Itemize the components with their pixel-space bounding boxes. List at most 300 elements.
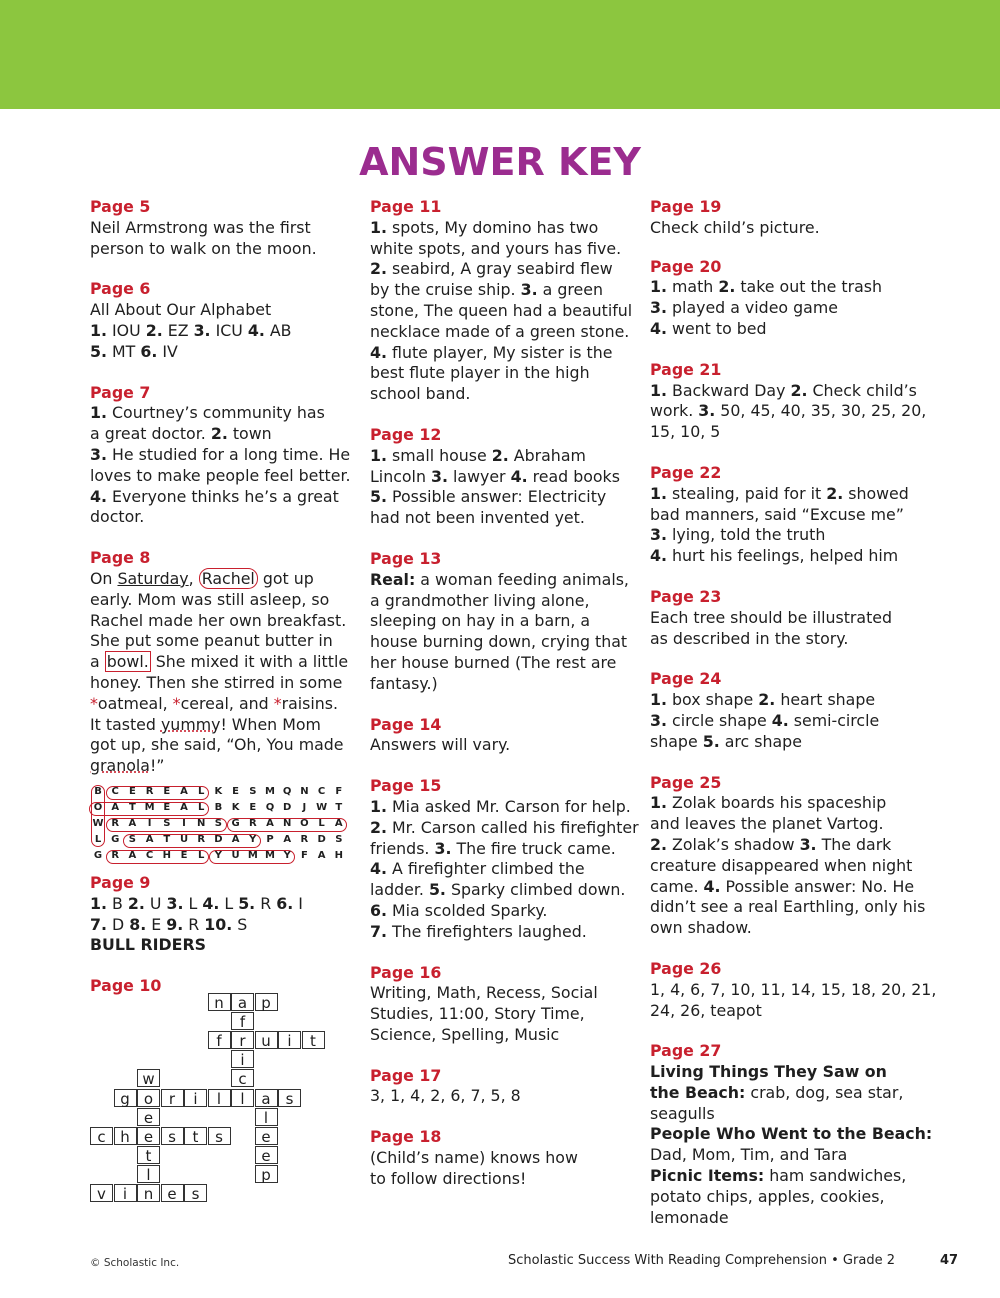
crossword-cell: t <box>137 1146 160 1164</box>
answer-text: B <box>107 893 128 913</box>
answer-text: Sparky climbed down. <box>445 880 626 900</box>
answer-line: to follow directions! <box>370 1168 527 1188</box>
answer-text: lawyer <box>447 466 511 486</box>
word-search-letter: B <box>94 786 102 797</box>
item-number: 4. <box>202 893 220 913</box>
answer-line: Check child’s picture. <box>650 217 820 237</box>
word-search-letter: A <box>283 834 292 845</box>
answer-page-9 <box>90 873 365 956</box>
word-search-letter: I <box>147 818 152 829</box>
story-text: On <box>90 568 118 588</box>
answer-line <box>90 403 365 424</box>
item-number: 6. <box>276 893 294 913</box>
page-heading: Page 27 <box>650 1041 722 1061</box>
crossword-cell: s <box>278 1089 301 1107</box>
page-heading: Page 17 <box>370 1065 442 1085</box>
word-search-letter: E <box>180 850 188 861</box>
answer-line: Writing, Math, Recess, Social <box>370 983 598 1003</box>
crossword-cell: i <box>114 1184 137 1202</box>
answer-line <box>90 424 365 445</box>
word-search-letter: I <box>182 818 186 829</box>
answer-text: a woman feeding animals, <box>415 569 629 589</box>
word-search-letter: G <box>111 834 120 845</box>
crossword-cell: c <box>231 1069 254 1087</box>
word-search-letter: T <box>128 802 136 813</box>
page-heading: Page 9 <box>90 873 151 892</box>
answer-text: crab, dog, sea star, <box>745 1082 904 1102</box>
story-text: a <box>90 652 105 672</box>
answer-line: white spots, and yours has five. <box>370 238 622 258</box>
crossword-cell: s <box>208 1127 231 1145</box>
item-number: 1. <box>650 380 667 400</box>
answer-page-27 <box>650 1041 933 1228</box>
answer-page-24 <box>650 669 930 752</box>
story-text: ! When Mom <box>220 714 321 734</box>
answer-line <box>370 343 640 364</box>
answer-line: had not been invented yet. <box>370 508 585 528</box>
word-search-letter: S <box>249 786 257 797</box>
crossword-cell: r <box>231 1031 254 1049</box>
page-heading: Page 21 <box>650 359 722 379</box>
word-search-letter: A <box>111 802 120 813</box>
word-search-letter: L <box>318 818 325 829</box>
answer-line: stone, The queen had a beautiful <box>370 300 633 320</box>
page-heading: Page 7 <box>90 382 151 402</box>
answer-line <box>650 711 930 732</box>
page-heading: Page 5 <box>90 197 151 216</box>
page-heading: Page 10 <box>90 976 162 996</box>
answer-page-8 <box>90 548 365 777</box>
word-search-letter: W <box>92 818 104 829</box>
answer-line: didn’t see a real Earthling, only his <box>650 897 926 917</box>
underlined-word: granola <box>90 756 150 776</box>
answer-line <box>370 839 640 860</box>
item-number: 2. <box>758 690 776 710</box>
answer-page-12 <box>370 425 640 529</box>
answer-line <box>370 570 640 591</box>
answer-page-7 <box>90 383 365 529</box>
page-title: ANSWER KEY <box>359 140 641 184</box>
answer-line <box>90 445 365 466</box>
item-number: 3. <box>193 320 211 340</box>
word-search-letter: T <box>335 802 343 813</box>
word-search-letter: A <box>180 802 188 813</box>
page-heading: Page 11 <box>370 197 442 216</box>
answer-text: arc shape <box>719 731 802 751</box>
bold-label: People Who Went to the Beach: <box>650 1124 933 1144</box>
item-number: 1. <box>90 403 107 423</box>
answer-text: lying, told the truth <box>667 525 826 545</box>
word-search-letter: E <box>128 786 136 797</box>
item-number: 5. <box>238 893 256 913</box>
word-highlight-oval <box>91 785 105 847</box>
answer-page-25 <box>650 773 930 939</box>
item-number: 1. <box>650 690 667 710</box>
answer-line <box>650 546 930 567</box>
word-search-letter: F <box>335 786 343 797</box>
crossword-cell: n <box>208 993 231 1011</box>
answer-page-16 <box>370 963 640 1046</box>
answer-text: showed <box>843 483 909 503</box>
story-text: It tasted <box>90 714 161 734</box>
answer-line: person to walk on the moon. <box>90 238 317 258</box>
answer-text: Check child’s <box>807 380 917 400</box>
answer-line: Studies, 11:00, Story Time, <box>370 1004 585 1024</box>
answer-text: a great doctor. <box>90 424 211 444</box>
item-number: 2. <box>145 320 163 340</box>
column-1 <box>90 197 365 797</box>
story-line: early. Mom was still asleep, so <box>90 589 330 609</box>
crossword-cell: o <box>137 1089 160 1107</box>
word-search-letter: A <box>334 818 343 829</box>
page-number: 47 <box>940 1253 959 1268</box>
word-search-letter: S <box>128 834 136 845</box>
top-color-band <box>0 0 1000 109</box>
crossword-cell: e <box>137 1108 160 1126</box>
answer-text: A firefighter climbed the <box>387 859 585 879</box>
answer-line <box>370 901 640 922</box>
story-line <box>90 569 365 590</box>
star-mark: * <box>273 693 282 713</box>
answer-text: ladder. <box>370 880 429 900</box>
underlined-word: yummy <box>160 714 221 734</box>
item-number: 2. <box>718 277 736 297</box>
word-search-letter: L <box>198 786 205 797</box>
answer-page-6 <box>90 279 365 362</box>
word-search-letter: M <box>247 850 258 861</box>
answer-text: R <box>183 914 205 934</box>
answer-text: came. <box>650 876 704 896</box>
answer-text: The dark <box>816 834 892 854</box>
bold-label: Real: <box>370 569 416 589</box>
answer-line <box>370 922 640 943</box>
word-search-letter: E <box>163 802 171 813</box>
answer-line: Neil Armstrong was the first <box>90 217 311 237</box>
word-search-letter: P <box>266 834 274 845</box>
story-text: !” <box>149 756 165 776</box>
page-heading: Page 18 <box>370 1127 442 1147</box>
story-line: Rachel made her own breakfast. <box>90 610 347 630</box>
item-number: 4. <box>650 546 667 566</box>
word-search-letter: A <box>317 850 326 861</box>
word-search-letter: L <box>198 850 205 861</box>
answer-line <box>650 1166 930 1187</box>
word-search-letter: L <box>198 802 205 813</box>
answer-text: spots, My domino has two <box>387 217 599 237</box>
word-search-letter: A <box>145 834 154 845</box>
answer-text: went to bed <box>667 318 767 338</box>
crossword-cell: a <box>231 993 254 1011</box>
crossword-cell: l <box>255 1108 278 1126</box>
word-search-letter: G <box>93 850 103 861</box>
page-heading: Page 22 <box>650 462 722 482</box>
column-2 <box>370 197 640 1210</box>
item-number: 7. <box>370 921 387 941</box>
item-number: 1. <box>370 445 387 465</box>
answer-text: Zolak boards his spaceship <box>667 793 887 813</box>
page-heading: Page 16 <box>370 962 442 982</box>
page-heading: Page 26 <box>650 958 722 978</box>
word-search-grid <box>90 785 350 865</box>
page-heading: Page 12 <box>370 424 442 444</box>
word-search-letter: D <box>283 802 292 813</box>
answer-line: best flute player in the high <box>370 363 590 383</box>
answer-line <box>370 218 640 239</box>
item-number: 4. <box>650 318 667 338</box>
word-search-letter: O <box>300 818 309 829</box>
word-search-letter: Q <box>282 786 292 797</box>
crossword-cell: i <box>278 1031 301 1049</box>
story-line <box>90 694 365 715</box>
word-search-letter: G <box>231 818 240 829</box>
answer-text: MT <box>107 341 141 361</box>
crossword-cell: p <box>255 1165 278 1183</box>
answer-text: Abraham <box>508 445 586 465</box>
book-title: Scholastic Success With Reading Comprehension • Grade 2 <box>508 1253 895 1268</box>
riddle-answer: BULL RIDERS <box>90 935 206 955</box>
item-number: 1. <box>650 277 667 297</box>
word-search-letter: S <box>214 818 222 829</box>
word-search-letter: A <box>231 834 240 845</box>
crossword-cell: u <box>255 1031 278 1049</box>
answer-page-5 <box>90 197 365 259</box>
circled-noun: Rachel <box>199 568 258 589</box>
answer-line: school band. <box>370 384 471 404</box>
item-number: 1. <box>650 483 667 503</box>
word-search-letter: A <box>180 786 188 797</box>
answer-text: played a video game <box>667 298 838 318</box>
answer-text: Courtney’s community has <box>107 403 325 423</box>
answer-text: take out the trash <box>735 277 882 297</box>
story-text: got up <box>257 568 314 588</box>
item-number: 3. <box>698 401 716 421</box>
word-search-letter: K <box>231 802 240 813</box>
word-search-letter: F <box>300 850 308 861</box>
answer-line <box>370 487 640 508</box>
answer-text: Mia asked Mr. Carson for help. <box>387 796 631 816</box>
page-heading: Page 13 <box>370 548 442 568</box>
word-search-letter: Q <box>265 802 275 813</box>
word-search-letter: U <box>231 850 240 861</box>
boxed-noun: bowl. <box>106 652 149 672</box>
story-text: cereal, and <box>180 693 274 713</box>
item-number: 4. <box>703 876 721 896</box>
crossword-cell: r <box>161 1089 184 1107</box>
word-search-letter: M <box>144 802 155 813</box>
word-search-letter: R <box>145 786 154 797</box>
word-search-letter: M <box>265 850 275 861</box>
item-number: 10. <box>204 914 233 934</box>
answer-page-20 <box>650 257 930 340</box>
answer-page-18 <box>370 1127 640 1189</box>
crossword-cell: s <box>184 1184 207 1202</box>
answer-line <box>370 259 640 280</box>
answer-line <box>650 793 930 814</box>
crossword-cell: s <box>161 1127 184 1145</box>
word-search-letter: T <box>163 834 171 845</box>
word-search-letter: L <box>94 834 102 845</box>
item-number: 2. <box>826 483 844 503</box>
answer-text: small house <box>387 445 492 465</box>
answer-line <box>370 446 640 467</box>
answer-line: necklace made of a green stone. <box>370 321 630 341</box>
answer-line: creature disappeared when night <box>650 855 913 875</box>
answer-line <box>650 525 930 546</box>
page-heading: Page 25 <box>650 772 722 792</box>
answer-line <box>90 915 365 936</box>
answer-line: lemonade <box>650 1207 729 1227</box>
item-number: 2. <box>491 445 509 465</box>
answer-line: 3, 1, 4, 2, 6, 7, 5, 8 <box>370 1086 521 1106</box>
answer-page-23 <box>650 587 930 649</box>
answer-page-11 <box>370 197 640 405</box>
item-number: 3. <box>520 280 538 300</box>
answer-line: as described in the story. <box>650 628 849 648</box>
answer-line <box>650 877 930 898</box>
crossword-cell: v <box>90 1184 113 1202</box>
answer-text: Backward Day <box>667 380 791 400</box>
answer-page-14 <box>370 715 640 757</box>
item-number: 7. <box>90 914 107 934</box>
answer-text: stealing, paid for it <box>667 483 827 503</box>
answer-text: 50, 45, 40, 35, 30, 25, 20, <box>715 401 927 421</box>
item-number: 4. <box>247 320 265 340</box>
answer-page-26 <box>650 958 937 1021</box>
story-text: raisins. <box>281 693 339 713</box>
word-search-row <box>90 785 350 801</box>
item-number: 5. <box>90 341 107 361</box>
answer-line <box>370 859 640 880</box>
crossword-cell: e <box>255 1146 278 1164</box>
star-mark: * <box>90 693 98 713</box>
item-number: 2. <box>790 380 808 400</box>
story-text: She mixed it with a little <box>150 652 349 672</box>
answer-line: bad manners, said “Excuse me” <box>650 504 904 524</box>
answer-text: L <box>219 893 239 913</box>
answer-line: Answers will vary. <box>370 735 511 755</box>
answer-line: 1, 4, 6, 7, 10, 11, 14, 15, 18, 20, 21, <box>650 979 937 999</box>
item-number: 3. <box>434 838 452 858</box>
answer-line: fantasy.) <box>370 673 438 693</box>
crossword-cell: a <box>255 1089 278 1107</box>
word-search-letter: D <box>214 834 223 845</box>
answer-line <box>90 321 365 342</box>
answer-text: AB <box>264 320 292 340</box>
item-number: 4. <box>370 859 387 879</box>
answer-line: doctor. <box>90 507 145 527</box>
page-heading: Page 20 <box>650 256 722 276</box>
answer-text: flute player, My sister is the <box>387 342 613 362</box>
answer-text: seabird, A gray seabird flew <box>387 259 613 279</box>
answer-line: 15, 10, 5 <box>650 422 721 442</box>
word-search-letter: C <box>145 850 154 861</box>
answer-line: Each tree should be illustrated <box>650 607 893 627</box>
answer-text: friends. <box>370 838 435 858</box>
story-text: , <box>188 568 199 588</box>
answer-line: Science, Spelling, Music <box>370 1024 560 1044</box>
answer-text: shape <box>650 731 703 751</box>
crossword-cell: i <box>184 1089 207 1107</box>
word-search-letter: J <box>302 802 307 813</box>
answer-page-19 <box>650 197 930 239</box>
word-search-letter: N <box>283 818 292 829</box>
crossword-cell: c <box>90 1127 113 1145</box>
answer-line: 24, 26, teapot <box>650 1000 762 1020</box>
answer-line <box>90 342 365 363</box>
page-heading: Page 6 <box>90 279 151 299</box>
answer-text: Possible answer: No. He <box>720 876 915 896</box>
item-number: 2. <box>370 817 387 837</box>
answer-line <box>370 818 640 839</box>
item-number: 3. <box>166 893 184 913</box>
answer-text: town <box>227 424 272 444</box>
answer-line <box>650 1083 930 1104</box>
answer-page-22 <box>650 463 930 567</box>
answer-line: sleeping on hay in a barn, a <box>370 611 591 631</box>
crossword-cell: t <box>184 1127 207 1145</box>
answer-line: seagulls <box>650 1103 715 1123</box>
underlined-noun: Saturday <box>117 568 189 588</box>
word-search-letter: E <box>249 802 257 813</box>
answer-text: semi-circle <box>788 710 880 730</box>
word-search-letter: K <box>214 786 223 797</box>
crossword-cell: t <box>302 1031 325 1049</box>
answer-line: loves to make people feel better. <box>90 465 351 485</box>
word-search-letter: U <box>179 834 189 845</box>
answer-line: a grandmother living alone, <box>370 590 590 610</box>
crossword-cell: l <box>208 1089 231 1107</box>
item-number: 3. <box>799 834 817 854</box>
answer-text: Lincoln <box>370 466 431 486</box>
answer-text: R <box>255 893 277 913</box>
word-search-letter: C <box>111 786 119 797</box>
item-number: 9. <box>166 914 184 934</box>
item-number: 4. <box>510 466 528 486</box>
answer-text: IV <box>157 341 178 361</box>
answer-line: (Child’s name) knows how <box>370 1148 578 1168</box>
word-search-letter: A <box>128 850 137 861</box>
answer-text: The fire truck came. <box>451 838 616 858</box>
word-search-letter: B <box>214 802 223 813</box>
item-number: 3. <box>650 710 667 730</box>
answer-text: ham sandwiches, <box>764 1166 907 1186</box>
star-mark: * <box>172 693 181 713</box>
word-search-letter: R <box>300 834 309 845</box>
answer-text: hurt his feelings, helped him <box>667 546 899 566</box>
page-heading: Page 15 <box>370 776 442 796</box>
copyright: © Scholastic Inc. <box>90 1257 180 1269</box>
word-search-letter: N <box>197 818 206 829</box>
item-number: 2. <box>210 424 228 444</box>
answer-line: and leaves the planet Vartog. <box>650 814 884 834</box>
answer-text: L <box>183 893 203 913</box>
story-line <box>90 756 365 777</box>
word-search-letter: Y <box>214 850 223 861</box>
word-search-letter: Y <box>283 850 291 861</box>
answer-line: house burning down, crying that <box>370 632 628 652</box>
word-search-letter: E <box>163 786 171 797</box>
answer-text: Everyone thinks he’s a great <box>107 486 339 506</box>
word-search-letter: Y <box>249 834 257 845</box>
story-text: oatmeal, <box>97 693 173 713</box>
page-heading: Page 14 <box>370 714 442 734</box>
item-number: 5. <box>370 487 387 507</box>
word-search-letter: D <box>317 834 326 845</box>
item-number: 3. <box>650 525 667 545</box>
answer-text: box shape <box>667 690 759 710</box>
crossword-cell: p <box>255 993 278 1011</box>
word-search-letter: O <box>93 802 103 813</box>
